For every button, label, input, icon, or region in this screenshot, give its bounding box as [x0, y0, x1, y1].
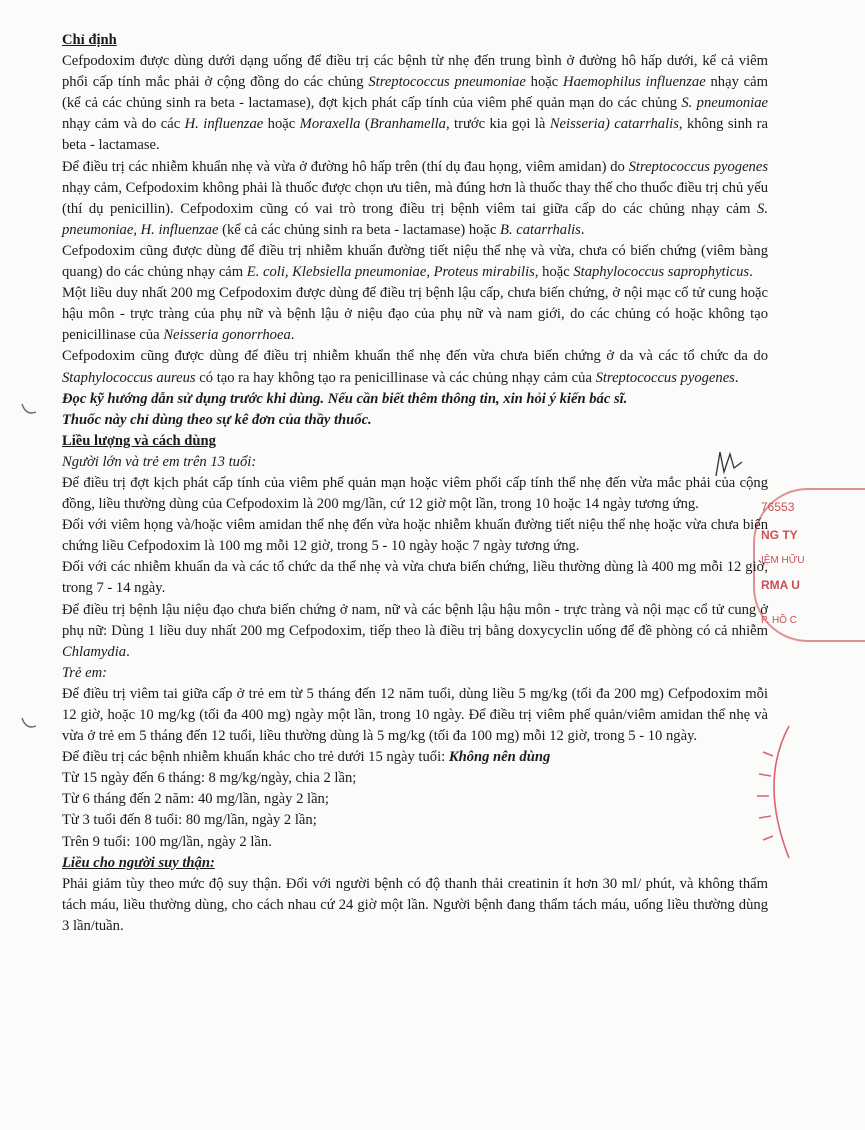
company-stamp: 76553 NG TY IỆM HỮU RMA U P. HỒ C	[749, 488, 805, 638]
list-item: Trên 9 tuổi: 100 mg/lần, ngày 2 lần.	[62, 833, 272, 850]
paragraph: Để điều trị đợt kịch phát cấp tính của viêm phế quản mạn hoặc viêm phổi cấp tính thể nhẹ đến vừa mắc phải của cộng đồng, liều thường dùng của Cefpodoxim là 200 mg/lần, cứ 12 giờ một lần, trong 10 hoặc 14 ngày tương ứng.	[62, 474, 768, 513]
section-heading-indications: Chỉ định	[62, 32, 117, 48]
subheading-adults: Người lớn và trẻ em trên 13 tuổi:	[62, 453, 257, 470]
paragraph: Đối với các nhiễm khuẩn da và các tổ chức da thể nhẹ và vừa chưa biến chứng, liều thường dùng là 400 mg mỗi 12 giờ, trong 7 - 14 ngày.	[62, 559, 768, 597]
paragraph: Một liều duy nhất 200 mg Cefpodoxim được dùng để điều trị bệnh lậu cấp, chưa biến chứng, ở nội mạc cổ tử cung hoặc hậu môn - trực tràng của phụ nữ và bệnh lậu ở niệu đạo của phụ nữ và nam giới, do các chủng có hoặc không tạo penicillinase của Neisseria gonorrhoea.	[62, 285, 768, 344]
warning-prescription-only: Thuốc này chỉ dùng theo sự kê đơn của thầy thuốc.	[62, 411, 372, 428]
paragraph: Để điều trị các bệnh nhiễm khuẩn khác cho trẻ dưới 15 ngày tuổi: Không nên dùng	[62, 749, 551, 766]
list-item: Từ 3 tuổi đến 8 tuổi: 80 mg/lần, ngày 2 lần;	[62, 812, 317, 829]
punch-mark-icon	[20, 714, 38, 732]
paragraph: Để điều trị các nhiễm khuẩn nhẹ và vừa ở đường hô hấp trên (thí dụ đau họng, viêm amidan) do Streptococcus pyogenes nhạy cảm, Cefpodoxim không phải là thuốc được chọn ưu tiên, mà đúng hơn là thuốc thay thế cho thuốc điều trị chủ yếu (thí dụ penicillin). Cefpodoxim cũng có vai trò trong điều trị bệnh viêm tai giữa cấp do các chủng nhạy cảm S. pneumoniae, H. influenzae (kể cả các chủng sinh ra beta - lactamase) hoặc B. catarrhalis.	[62, 158, 768, 238]
subheading-children: Trẻ em:	[62, 664, 107, 681]
paragraph: Để điều trị viêm tai giữa cấp ở trẻ em từ 5 tháng đến 12 năm tuổi, dùng liều 5 mg/kg (tối đa 200 mg) Cefpodoxim mỗi 12 giờ, hoặc 10 mg/kg (tối đa 400 mg) ngày một lần, trong 10 ngày. Để điều trị viêm phế quản/viêm amidan thể nhẹ và vừa ở trẻ em 5 tháng đến 12 tuổi, liều thường dùng là 5 mg/kg (tối đa 100 mg) mỗi 12 giờ, trong 5 - 10 ngày.	[62, 685, 768, 745]
paragraph: Đối với viêm họng và/hoặc viêm amidan thể nhẹ đến vừa hoặc nhiễm khuẩn đường tiết niệu thể nhẹ hoặc vừa chưa biến chứng liều Cefpodoxim là 100 mg mỗi 12 giờ, trong 5 - 10 ngày hoặc 7 ngày tương ứng.	[62, 517, 768, 555]
document-page	[62, 30, 768, 937]
paragraph: Cefpodoxim được dùng dưới dạng uống để điều trị các bệnh từ nhẹ đến trung bình ở đường hô hấp dưới, kể cả viêm phổi cấp tính mắc phải ở cộng đồng do các chủng Streptococcus pneumoniae hoặc Haemophilus influenzae nhạy cảm (kể cả các chủng sinh ra beta - lactamase), đợt kịch phát cấp tính của viêm phế quản mạn do các chủng S. pneumoniae nhạy cảm và do các H. influenzae hoặc Moraxella (Branhamella, trước kia gọi là Neisseria) catarrhalis, không sinh ra beta - lactamase.	[62, 53, 768, 154]
paragraph: Cefpodoxim cũng được dùng để điều trị nhiễm khuẩn thể nhẹ đến vừa chưa biến chứng ở da và các tổ chức da do Staphylococcus aureus có tạo ra hay không tạo ra penicillinase và các chủng nhạy cảm của Streptococcus pyogenes.	[62, 348, 768, 386]
section-heading-renal: Liều cho người suy thận:	[62, 854, 215, 871]
list-item: Từ 6 tháng đến 2 năm: 40 mg/lần, ngày 2 lần;	[62, 791, 329, 808]
paragraph: Phải giảm tùy theo mức độ suy thận. Đối với người bệnh có độ thanh thải creatinin ít hơn 30 ml/ phút, và không thẩm tách máu, liều thường dùng, cho cách nhau cứ 24 giờ một lần. Người bệnh đang thẩm tách máu, uống liều thường dùng 3 lần/tuần.	[62, 875, 768, 934]
section-heading-dosage: Liều lượng và cách dùng	[62, 432, 216, 449]
punch-mark-icon	[20, 400, 38, 418]
paragraph: Để điều trị bệnh lậu niệu đạo chưa biến chứng ở nam, nữ và các bệnh lậu hậu môn - trực tràng và nội mạc cổ tử cung ở phụ nữ: Dùng 1 liều duy nhất 200 mg Cefpodoxim, tiếp theo là điều trị bằng doxycyclin uống để đề phòng có cả nhiễm Chlamydia.	[62, 601, 768, 660]
warning-read-instructions: Đọc kỹ hướng dẫn sử dụng trước khi dùng. Nếu cần biết thêm thông tin, xin hỏi ý kiến bác sĩ.	[62, 390, 628, 407]
paragraph: Cefpodoxim cũng được dùng để điều trị nhiễm khuẩn đường tiết niệu thể nhẹ và vừa, chưa có biến chứng (viêm bàng quang) do các chủng nhạy cảm E. coli, Klebsiella pneumoniae, Proteus mirabilis, hoặc Staphylococcus saprophyticus.	[62, 242, 768, 281]
list-item: Từ 15 ngày đến 6 tháng: 8 mg/kg/ngày, chia 2 lần;	[62, 770, 357, 787]
